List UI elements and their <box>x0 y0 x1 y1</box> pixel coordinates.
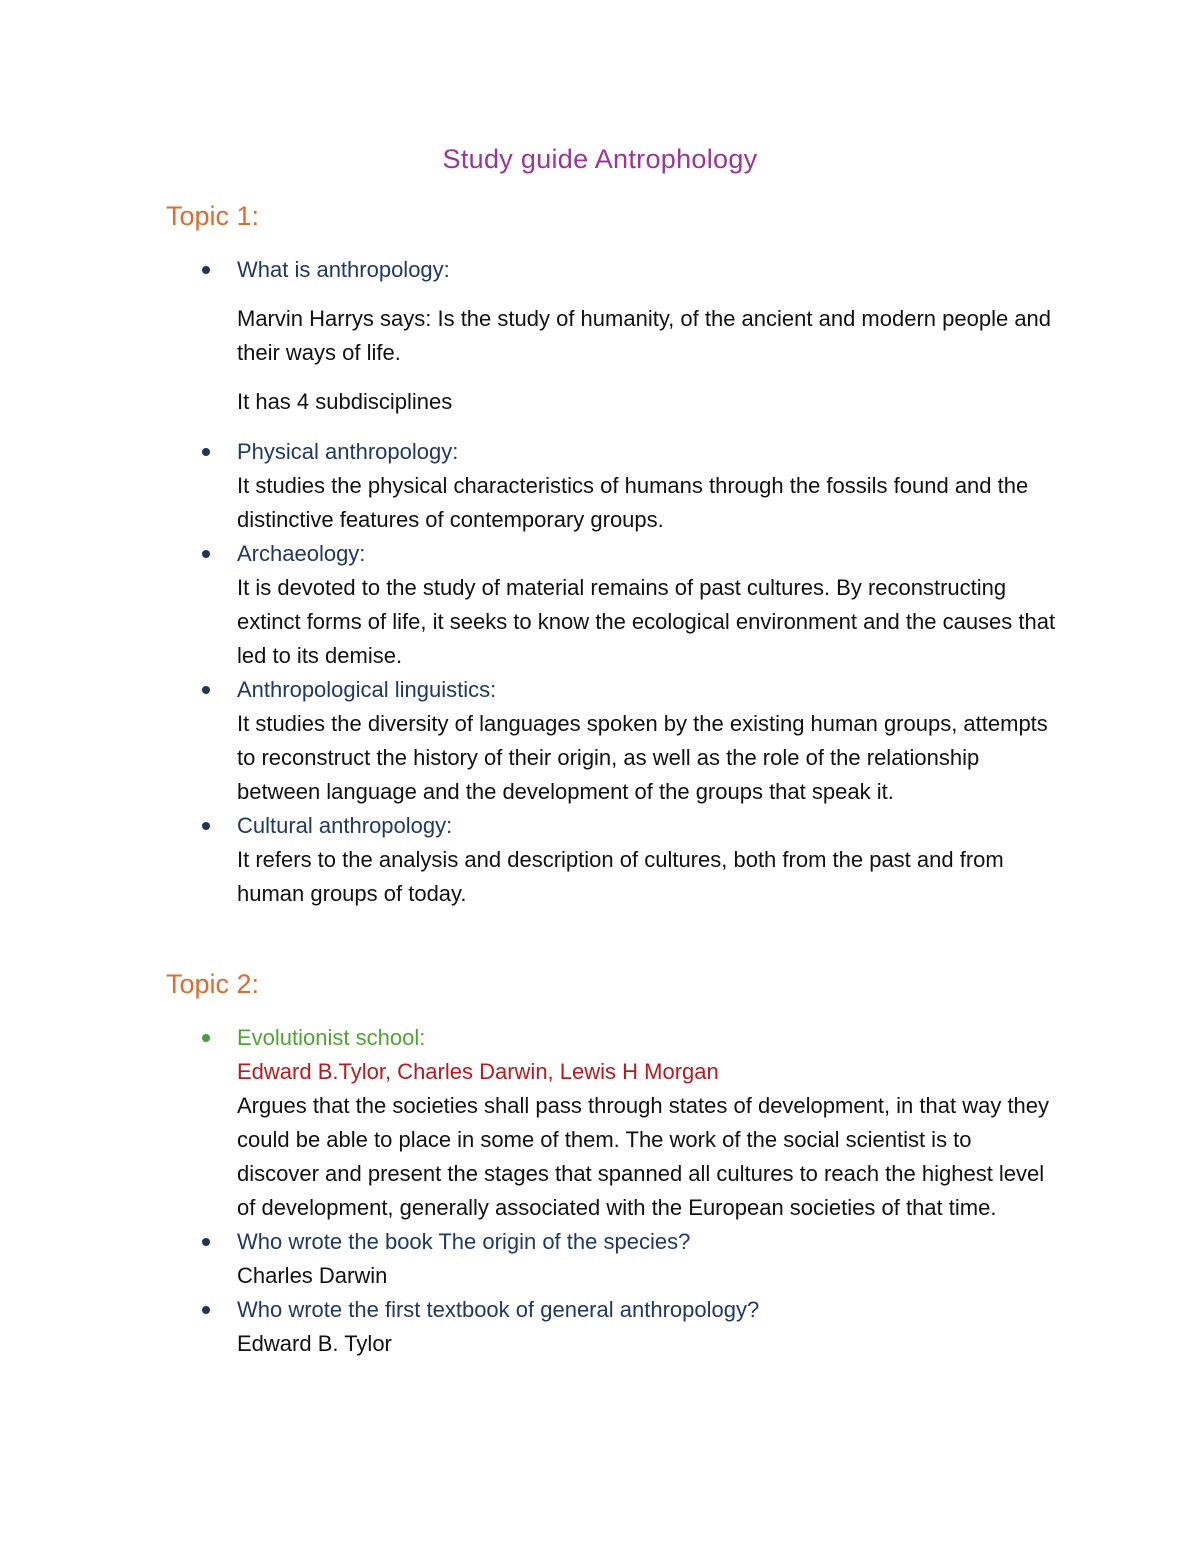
bullet-icon <box>202 1306 210 1314</box>
topic-1-list <box>196 253 1056 911</box>
item-heading: Anthropological linguistics: <box>237 677 497 702</box>
document-title: Study guide Antrophology <box>442 144 758 174</box>
list-item-question-origin-of-species <box>196 1225 1056 1293</box>
bullet-icon <box>202 266 210 274</box>
answer-text: Charles Darwin <box>237 1263 388 1288</box>
bullet-icon <box>202 1238 210 1246</box>
definition-paragraph: Marvin Harrys says: Is the study of humanity, of the ancient and modern people and their ways of life. <box>237 306 1052 365</box>
subdisciplines-paragraph: It has 4 subdisciplines <box>237 389 453 414</box>
topic-2-heading: Topic 2: <box>166 969 260 999</box>
list-item-what-is-anthropology <box>196 253 1056 419</box>
list-item-evolutionist-school <box>196 1021 1056 1225</box>
authors-list: Edward B.Tylor, Charles Darwin, Lewis H Morgan <box>237 1059 719 1084</box>
item-heading: Archaeology: <box>237 541 366 566</box>
list-item-physical-anthropology <box>196 435 1056 537</box>
item-heading: Evolutionist school: <box>237 1025 426 1050</box>
bullet-icon <box>202 1034 210 1042</box>
item-heading: What is anthropology: <box>237 257 450 282</box>
item-body: Argues that the societies shall pass through states of development, in that way they could be able to place in some of them. The work of the social scientist is to discover and present the stages that spanned all cultures to reach the highest level of development, generally associated with the European societies of that time. <box>237 1093 1050 1220</box>
list-item-anthropological-linguistics <box>196 673 1056 809</box>
bullet-icon <box>202 550 210 558</box>
bullet-icon <box>202 822 210 830</box>
item-body: It studies the diversity of languages spoken by the existing human groups, attempts to reconstruct the history of their origin, as well as the role of the relationship between language and the development of the groups that speak it. <box>237 711 1048 804</box>
question-text: Who wrote the book The origin of the species? <box>237 1229 691 1254</box>
list-item-cultural-anthropology <box>196 809 1056 911</box>
bullet-icon <box>202 448 210 456</box>
list-item-question-first-textbook <box>196 1293 1056 1361</box>
item-body: It studies the physical characteristics of humans through the fossils found and the distinctive features of contemporary groups. <box>237 473 1029 532</box>
question-text: Who wrote the first textbook of general anthropology? <box>237 1297 760 1322</box>
answer-text: Edward B. Tylor <box>237 1331 392 1356</box>
list-item-archaeology <box>196 537 1056 673</box>
item-body: It refers to the analysis and description of cultures, both from the past and from human groups of today. <box>237 847 1004 906</box>
item-heading: Cultural anthropology: <box>237 813 453 838</box>
topic-2-list <box>196 1021 1056 1361</box>
item-body: It is devoted to the study of material remains of past cultures. By reconstructing extinct forms of life, it seeks to know the ecological environment and the causes that led to its demise. <box>237 575 1056 668</box>
topic-1-heading: Topic 1: <box>166 201 260 231</box>
item-heading: Physical anthropology: <box>237 439 459 464</box>
bullet-icon <box>202 686 210 694</box>
